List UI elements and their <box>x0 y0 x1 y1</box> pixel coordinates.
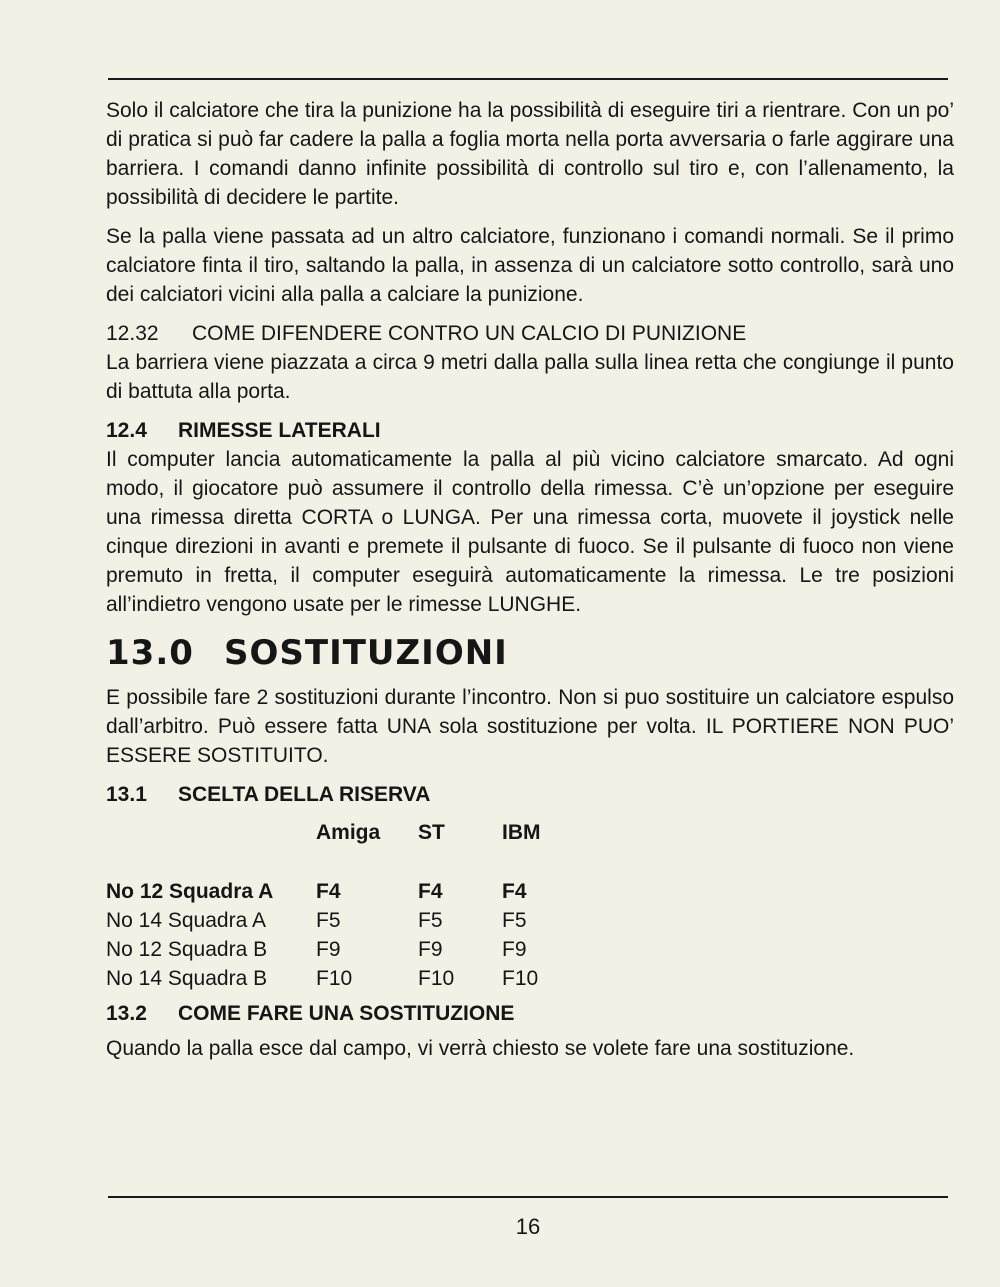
table-cell: F4 <box>418 879 443 903</box>
heading-13-1-number: 13.1 <box>106 783 147 806</box>
heading-13-0 <box>106 629 954 677</box>
heading-12-32 <box>106 319 954 348</box>
table-cell: F5 <box>316 908 341 932</box>
table-cell: No 12 Squadra A <box>106 879 274 903</box>
table-cell: No 14 Squadra A <box>106 908 266 932</box>
bottom-rule <box>108 1196 948 1198</box>
table-row <box>106 877 582 906</box>
table-header-st: ST <box>418 821 445 844</box>
paragraph-substitutions: E possibile fare 2 sostituzioni durante l’incontro. Non si puo sostituire un calciatore espulso dall’arbitro. Può essere fatta UNA sola sostituzione per volta. IL PORTIERE NON PUO’ ESSERE SOSTITUITO. <box>106 686 954 767</box>
table-cell: F9 <box>418 937 443 961</box>
table-cell: F10 <box>502 966 539 990</box>
table-cell: F5 <box>502 908 527 932</box>
table-row <box>106 906 582 935</box>
table-header-amiga: Amiga <box>316 821 381 844</box>
table-cell: F5 <box>418 908 443 932</box>
table-cell: F9 <box>502 937 527 961</box>
heading-12-32-number: 12.32 <box>106 322 159 345</box>
heading-13-0-number: 13.0 <box>106 633 194 673</box>
paragraph-wall-placement: La barriera viene piazzata a circa 9 metri dalla palla sulla linea retta che congiunge il punto di battuta alla porta. <box>106 351 954 403</box>
heading-12-4-title: RIMESSE LATERALI <box>178 419 381 442</box>
heading-13-0-title: SOSTITUZIONI <box>224 633 508 673</box>
table-row <box>106 935 582 964</box>
heading-13-1 <box>106 780 954 809</box>
heading-12-4-number: 12.4 <box>106 419 147 442</box>
top-rule <box>108 78 948 80</box>
heading-13-2-number: 13.2 <box>106 1002 147 1025</box>
heading-13-2-title: COME FARE UNA SOSTITUZIONE <box>178 1002 515 1025</box>
reserve-keys-table <box>106 813 582 993</box>
paragraph-free-kick-spin: Solo il calciatore che tira la punizione ha la possibilità di eseguire tiri a rientrare. Con un po’ di pratica si può far cadere la palla a foglia morta nella porta avversaria o farle aggirare una barriera. I comandi danno infinite possibilità di controllo sul tiro e, con l’allenamento, la possibilità di decidere le partite. <box>106 99 954 209</box>
table-cell: F10 <box>316 966 353 990</box>
table-cell: F4 <box>316 879 341 903</box>
heading-13-2 <box>106 999 954 1028</box>
table-row <box>106 964 582 993</box>
table-cell: F10 <box>418 966 455 990</box>
table-cell: No 14 Squadra B <box>106 966 268 990</box>
table-header-row <box>106 813 582 877</box>
heading-12-32-title: COME DIFENDERE CONTRO UN CALCIO DI PUNIZIONE <box>192 322 747 345</box>
table-header-ibm: IBM <box>502 821 541 844</box>
paragraph-pass-normal-controls: Se la palla viene passata ad un altro calciatore, funzionano i comandi normali. Se il primo calciatore finta il tiro, saltando la palla, in assenza di un calciatore sotto controllo, sarà uno dei calciatori vicini alla palla a calciare la punizione. <box>106 225 954 306</box>
paragraph-throw-ins: Il computer lancia automaticamente la palla al più vicino calciatore smarcato. Ad ogni modo, il giocatore può assumere il controllo della rimessa. C’è un’opzione per eseguire una rimessa diretta CORTA o LUNGA. Per una rimessa corta, muovete il joystick nelle cinque direzioni in avanti e premete il pulsante di fuoco. Se il pulsante di fuoco non viene premuto in fretta, il computer eseguirà automaticamente la rimessa. Le tre posizioni all’indietro vengono usate per le rimesse LUNGHE. <box>106 448 954 616</box>
heading-12-4 <box>106 416 954 445</box>
paragraph-how-to-substitute: Quando la palla esce dal campo, vi verrà chiesto se volete fare una sostituzione. <box>106 1037 855 1060</box>
page-content <box>106 96 954 1063</box>
heading-13-1-title: SCELTA DELLA RISERVA <box>178 783 431 806</box>
table-header-blank <box>106 813 316 877</box>
table-cell: F9 <box>316 937 341 961</box>
page-number: 16 <box>515 1214 541 1239</box>
table-cell: F4 <box>502 879 527 903</box>
table-cell: No 12 Squadra B <box>106 937 268 961</box>
